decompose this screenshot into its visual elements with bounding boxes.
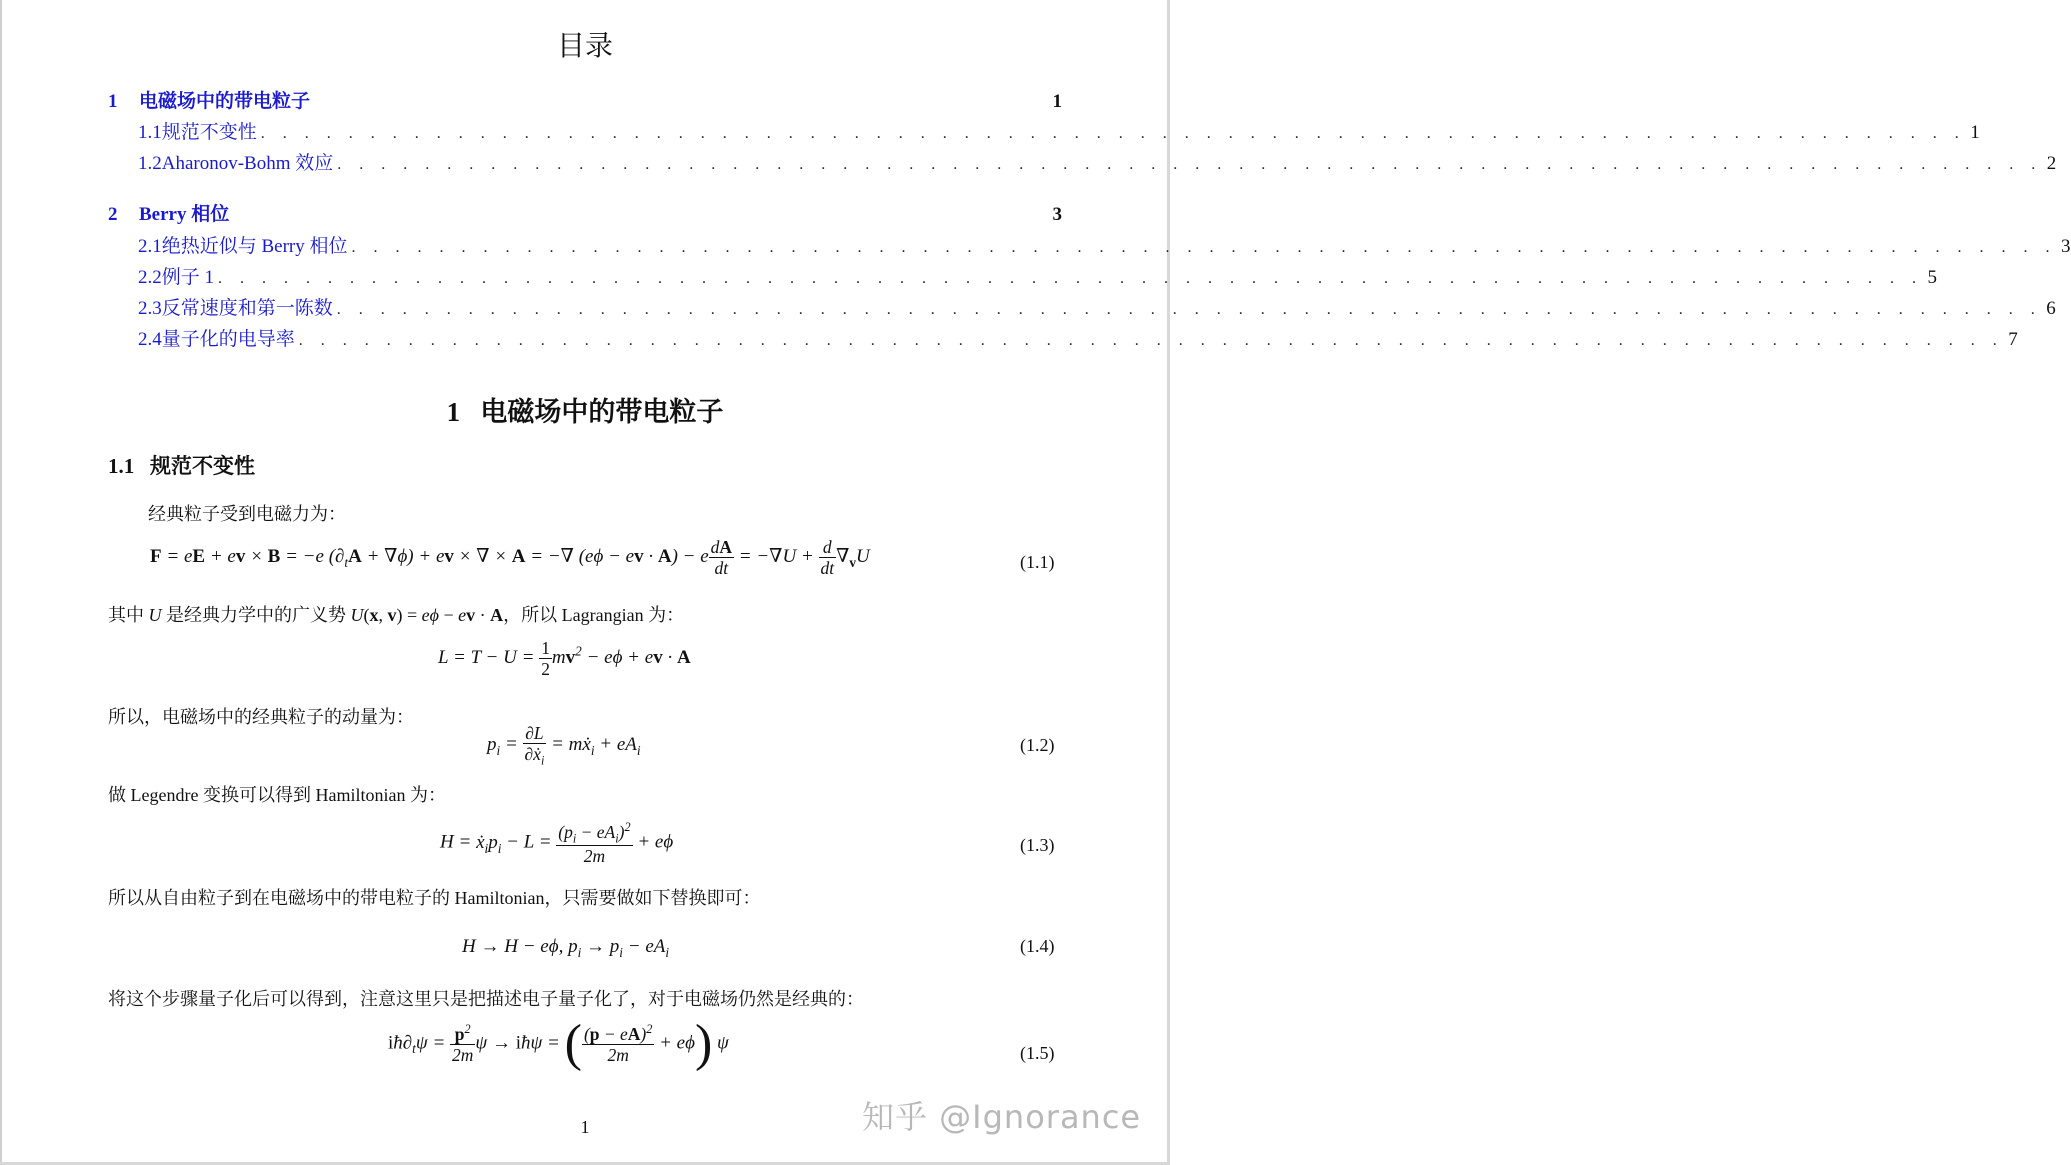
toc-entry-page: 2 [2046,153,2057,174]
toc-entry-text: 量子化的电导率 [161,329,295,350]
toc-entry-1-2[interactable] [138,148,2057,174]
paragraph-2: 其中 U 是经典力学中的广义势 U(x, v) = eϕ − ev · A，所以 Lagrangian 为： [108,605,685,625]
paragraph-3: 所以，电磁场中的经典粒子的动量为： [108,707,414,727]
equation-1-4: H → H − eϕ, $p_i \to p_i - eA_i$ [462,936,670,960]
equation-number: (1.4) [1020,936,1055,956]
toc-entry-number: 2 [108,204,118,225]
equation-number: (1.3) [1020,835,1055,855]
toc-entry-page: 3 [2061,236,2071,257]
subsection-number: 1.1 [108,454,135,478]
toc-entry-text: 例子 1 [161,267,215,288]
toc-leader-dots: . . . . . . . . . . . . . . . . . . . . . . . . . . . . . . . . . . . . . . . . . . . . . . . . . . . . . . . . . . . . . . . . . . . . . . . . . . . . . . [337,156,2043,173]
equation-number: (1.1) [1020,552,1055,572]
watermark: 知乎 @Ignorance [862,1098,1142,1136]
toc-entry-page: 1 [1970,122,1980,143]
equation-1-3: $H = ẋ_ip_i - L$ = $\frac{(p_i - eA_i)^2}{2m}$ + eϕ [440,820,674,867]
toc-entry-number: 2.2 [138,267,162,288]
toc-entry-text: 绝热近似与 Berry 相位 [161,236,348,257]
section-title: 电磁场中的带电粒子 [480,397,724,427]
toc-leader-dots: . . . . . . . . . . . . . . . . . . . . . . . . . . . . . . . . . . . . . . . . . . . . . . . . . . . . . . . . . . . . . . . . . . . . . . . . . . . . . . [218,270,1924,287]
toc-entry-page: 1 [1052,91,1062,112]
subsection-title: 规范不变性 [150,454,255,478]
paragraph-5: 所以从自由粒子到在电磁场中的带电粒子的 Hamiltonian，只需要做如下替换即可： [108,888,761,908]
toc-entry-1[interactable] [108,86,1062,112]
toc-leader-dots: . . . . . . . . . . . . . . . . . . . . . . . . . . . . . . . . . . . . . . . . . . . . . . . . . . . . . . . . . . . . . . . . . . . . . . . . . . . . . . [260,125,1966,142]
toc-entry-number: 2.3 [138,298,162,319]
equation-number: (1.2) [1020,735,1055,755]
toc-leader-dots: . . . . . . . . . . . . . . . . . . . . . . . . . . . . . . . . . . . . . . . . . . . . . . . . . . . . . . . . . . . . . . . . . . . . . . . . . . . . . . [298,332,2004,349]
toc-entry-number: 2.1 [138,236,162,257]
toc-entry-2-4[interactable] [138,324,2018,350]
toc-entry-number: 1 [108,91,118,112]
toc-entry-2[interactable] [108,199,1062,225]
toc-entry-text: 规范不变性 [161,122,257,143]
paragraph-4: 做 Legendre 变换可以得到 Hamiltonian 为： [108,785,446,805]
equation-1-2: $p_i$ = $\frac{\partial L}{\partial ẋ_i}$ = mẋ$_i$ + $eA_i$ [487,723,641,768]
page-right-border [1167,0,1170,1165]
subsection-heading [108,450,255,480]
paragraph-1: 经典粒子受到电磁力为： [148,504,346,524]
toc-entry-1-1[interactable] [138,117,1980,143]
toc-entry-text: Aharonov-Bohm 效应 [161,153,334,174]
toc-entry-text: 反常速度和第一陈数 [161,298,333,319]
section-number: 1 [446,397,461,427]
equation-1-5: $iħ\partial_t\psi$ = $\frac{p^2}{2m}$ ψ → iħψ = ( $\frac{(p - eA)^2}{2m}$ + eϕ) ψ [388,1015,729,1072]
toc-entry-text: Berry 相位 [139,204,230,225]
paragraph-6: 将这个步骤量子化后可以得到，注意这里只是把描述电子量子化了，对于电磁场仍然是经典的： [108,989,864,1009]
toc-entry-number: 1.2 [138,153,162,174]
page-left-border [0,0,2,1165]
toc-entry-number: 1.1 [138,122,162,143]
toc-entry-number: 2.4 [138,329,162,350]
toc-entry-page: 5 [1927,267,1938,288]
toc-entry-2-2[interactable] [138,262,1938,288]
equation-1-1: F = eE + ev × B = −e $(\partial_tA + \nabla\phi)$ + ev × ∇ × A = −∇ (eϕ − ev · A) − e $\frac{dA}{dt}$ = −∇U + $\frac{d}{dt}$ $\nabla_vU$ [150,537,870,579]
section-heading [0,390,1170,429]
toc-entry-page: 7 [2008,329,2018,350]
toc-entry-page: 6 [2046,298,2056,319]
equation-number: (1.5) [1020,1043,1055,1063]
toc-leader-dots: . . . . . . . . . . . . . . . . . . . . . . . . . . . . . . . . . . . . . . . . . . . . . . . . . . . . . . . . . . . . . . . . . . . . . . . . . . . . . . [336,301,2042,318]
toc-entry-text: 电磁场中的带电粒子 [139,91,311,112]
page-number: 1 [580,1117,590,1137]
toc-leader-dots: . . . . . . . . . . . . . . . . . . . . . . . . . . . . . . . . . . . . . . . . . . . . . . . . . . . . . . . . . . . . . . . . . . . . . . . . . . . . . . [351,239,2057,256]
toc-entry-page: 3 [1052,204,1062,225]
toc-entry-2-1[interactable] [138,231,2071,257]
toc-title: 目录 [556,31,613,62]
toc-entry-2-3[interactable] [138,293,2056,319]
equation-lagrangian: L = T − U = $\frac{1}{2}$ $mv^2 - e\phi$ + ev · A [438,638,691,680]
